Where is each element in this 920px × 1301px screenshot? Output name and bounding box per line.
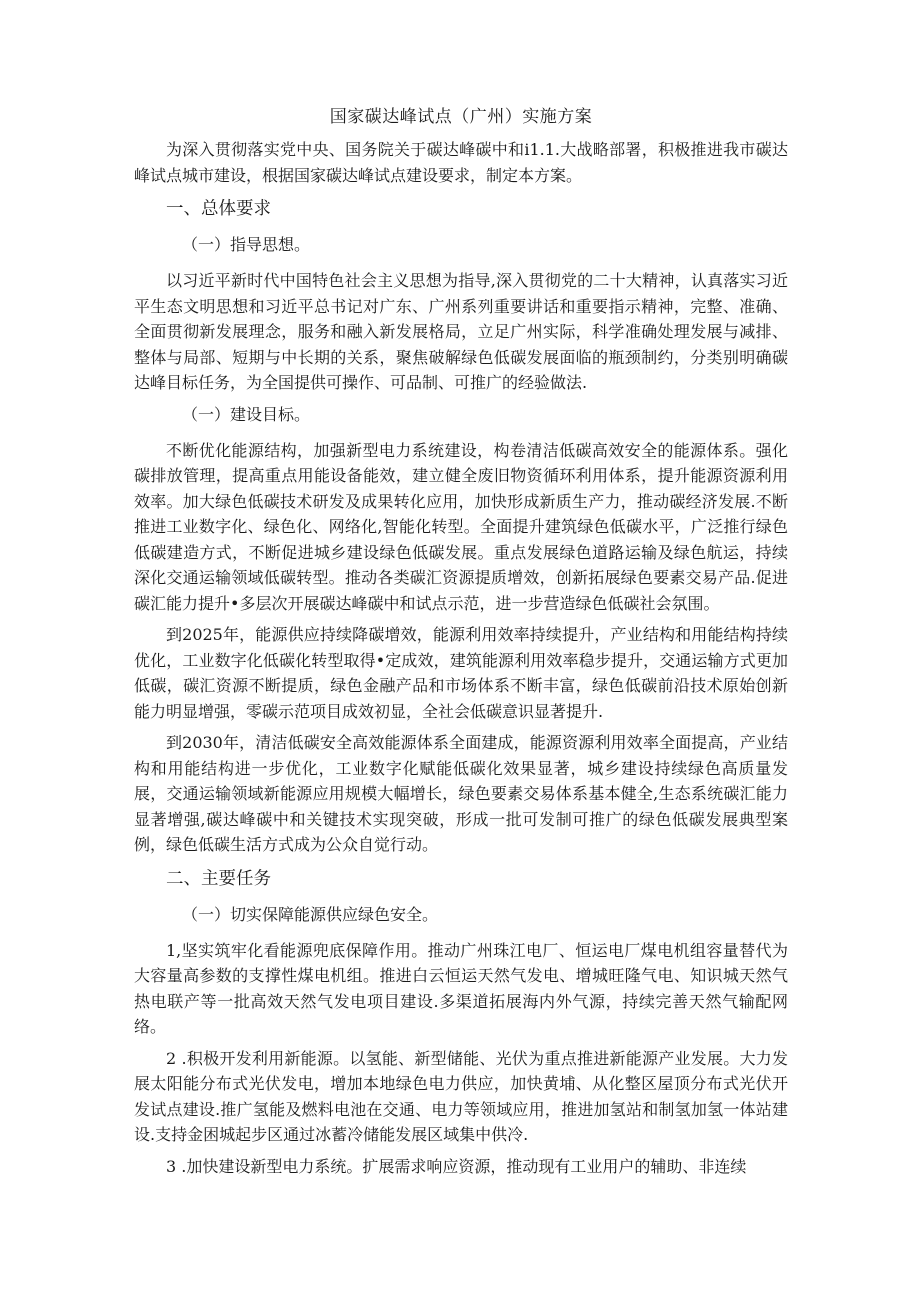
section-heading-main-tasks: 二、主要任务: [166, 868, 271, 889]
section-heading-overall-requirements: 一、总体要求: [166, 199, 271, 219]
subsection-heading-energy-supply: （一）切实保障能源供应绿色安全。: [182, 904, 439, 924]
document-page: [134, 100, 788, 1185]
document-title: 国家碳达峰试点（广州）实施方案: [329, 107, 593, 127]
paragraph-task-1: 1,坚实筑牢化看能源兜底保障作用。推动广州珠江电厂、恒运电厂煤电机组容量替代为大容量高参数的支撑性煤电机组。推进白云恒运天然气发电、增城旺隆气电、知识城天然气热电联产等一批高效天然气发电项目建设.多渠道拓展海内外气源，持续完善天然气输配网络。: [134, 940, 788, 1036]
paragraph-task-2: 2 .积极开发利用新能源。以氢能、新型储能、光伏为重点推进新能源产业发展。大力发展太阳能分布式光伏发电，增加本地绿色电力供应，加快黄埔、从化整区屋顶分布式光伏开发试点建设.推广氢能及燃料电池在交通、电力等领域应用，推进加氢站和制氢加氢一体站建设.支持金困城起步区通过冰蓄冷储能发展区域集中供冷.: [134, 1048, 788, 1144]
paragraph-guiding-ideology: 以习近平新时代中国特色社会主义思想为指导,深入贯彻党的二十大精神，认真落实习近平生态文明思想和习近平总书记对广东、广州系列重要讲话和重要指示精神，完整、准确、全面贯彻新发展理念，服务和融入新发展格局，立足广州实际，科学准确处理发展与减排、整体与局部、短期与中长期的关系，聚焦破解绿色低碳发展面临的瓶颈制约，分类别明确碳达峰目标任务，为全国提供可操作、可品制、可推广的经验做法.: [134, 271, 788, 392]
paragraph-construction-goals: 不断优化能源结构，加强新型电力系统建设，构卷清洁低碳高效安全的能源体系。强化碳排放管理，提高重点用能设备能效，建立健全废旧物资循环利用体系，提升能源资源利用效率。加大绿色低碳技术研发及成果转化应用，加快形成新质生产力，推动碳经济发展.不断推进工业数字化、绿色化、网络化,智能化转型。全面提升建筑绿色低碳水平，广泛推行绿色低碳建造方式，不断促进城乡建设绿色低碳发展。重点发展绿色道路运输及绿色航运，持续深化交通运输领域低碳转型。推动各类碳汇资源提质增效，创新拓展绿色要素交易产品.促进碳汇能力提升•多层次开展碳达峰碳中和试点示范，进一步营造绿色低碳社会氛围。: [134, 440, 788, 613]
paragraph-goal-2025: 到2025年，能源供应持续降碳增效，能源利用效率持续提升，产业结构和用能结构持续优化，工业数字化低碳化转型取得•定成效，建筑能源利用效率稳步提升，交通运输方式更加低碳，碳汇资源不断提质，绿色金融产品和市场体系不断丰富，绿色低碳前沿技术原始创新能力明显增强，零碳示范项目成效初显，全社会低碳意识显著提升.: [134, 625, 788, 721]
subsection-heading-guiding-ideology: （一）指导思想。: [182, 235, 311, 254]
paragraph-task-3: 3 .加快建设新型电力系统。扩展需求响应资源，推动现有工业用户的辅助、非连续: [166, 1156, 747, 1176]
subsection-heading-construction-goals: （一）建设目标。: [182, 404, 311, 424]
intro-paragraph: 为深入贯彻落实党中央、国务院关于碳达峰碳中和i1.1.大战略部署，积极推进我市碳达峰试点城市建设，根据国家碳达峰试点建设要求，制定本方案。: [134, 140, 788, 185]
paragraph-goal-2030: 到2030年，清洁低碳安全高效能源体系全面建成，能源资源利用效率全面提高，产业结构和用能结构进一步优化，工业数字化赋能低碳化效果显著，城乡建设持续绿色高质量发展，交通运输领域新能源应用规模大幅增长，绿色要素交易体系基本健全,生态系统碳汇能力显著增强,碳达峰碳中和关键技术实现突破，形成一批可发制可推广的绿色低碳发展典型案例，绿色低碳生活方式成为公众自觉行动。: [134, 733, 788, 854]
